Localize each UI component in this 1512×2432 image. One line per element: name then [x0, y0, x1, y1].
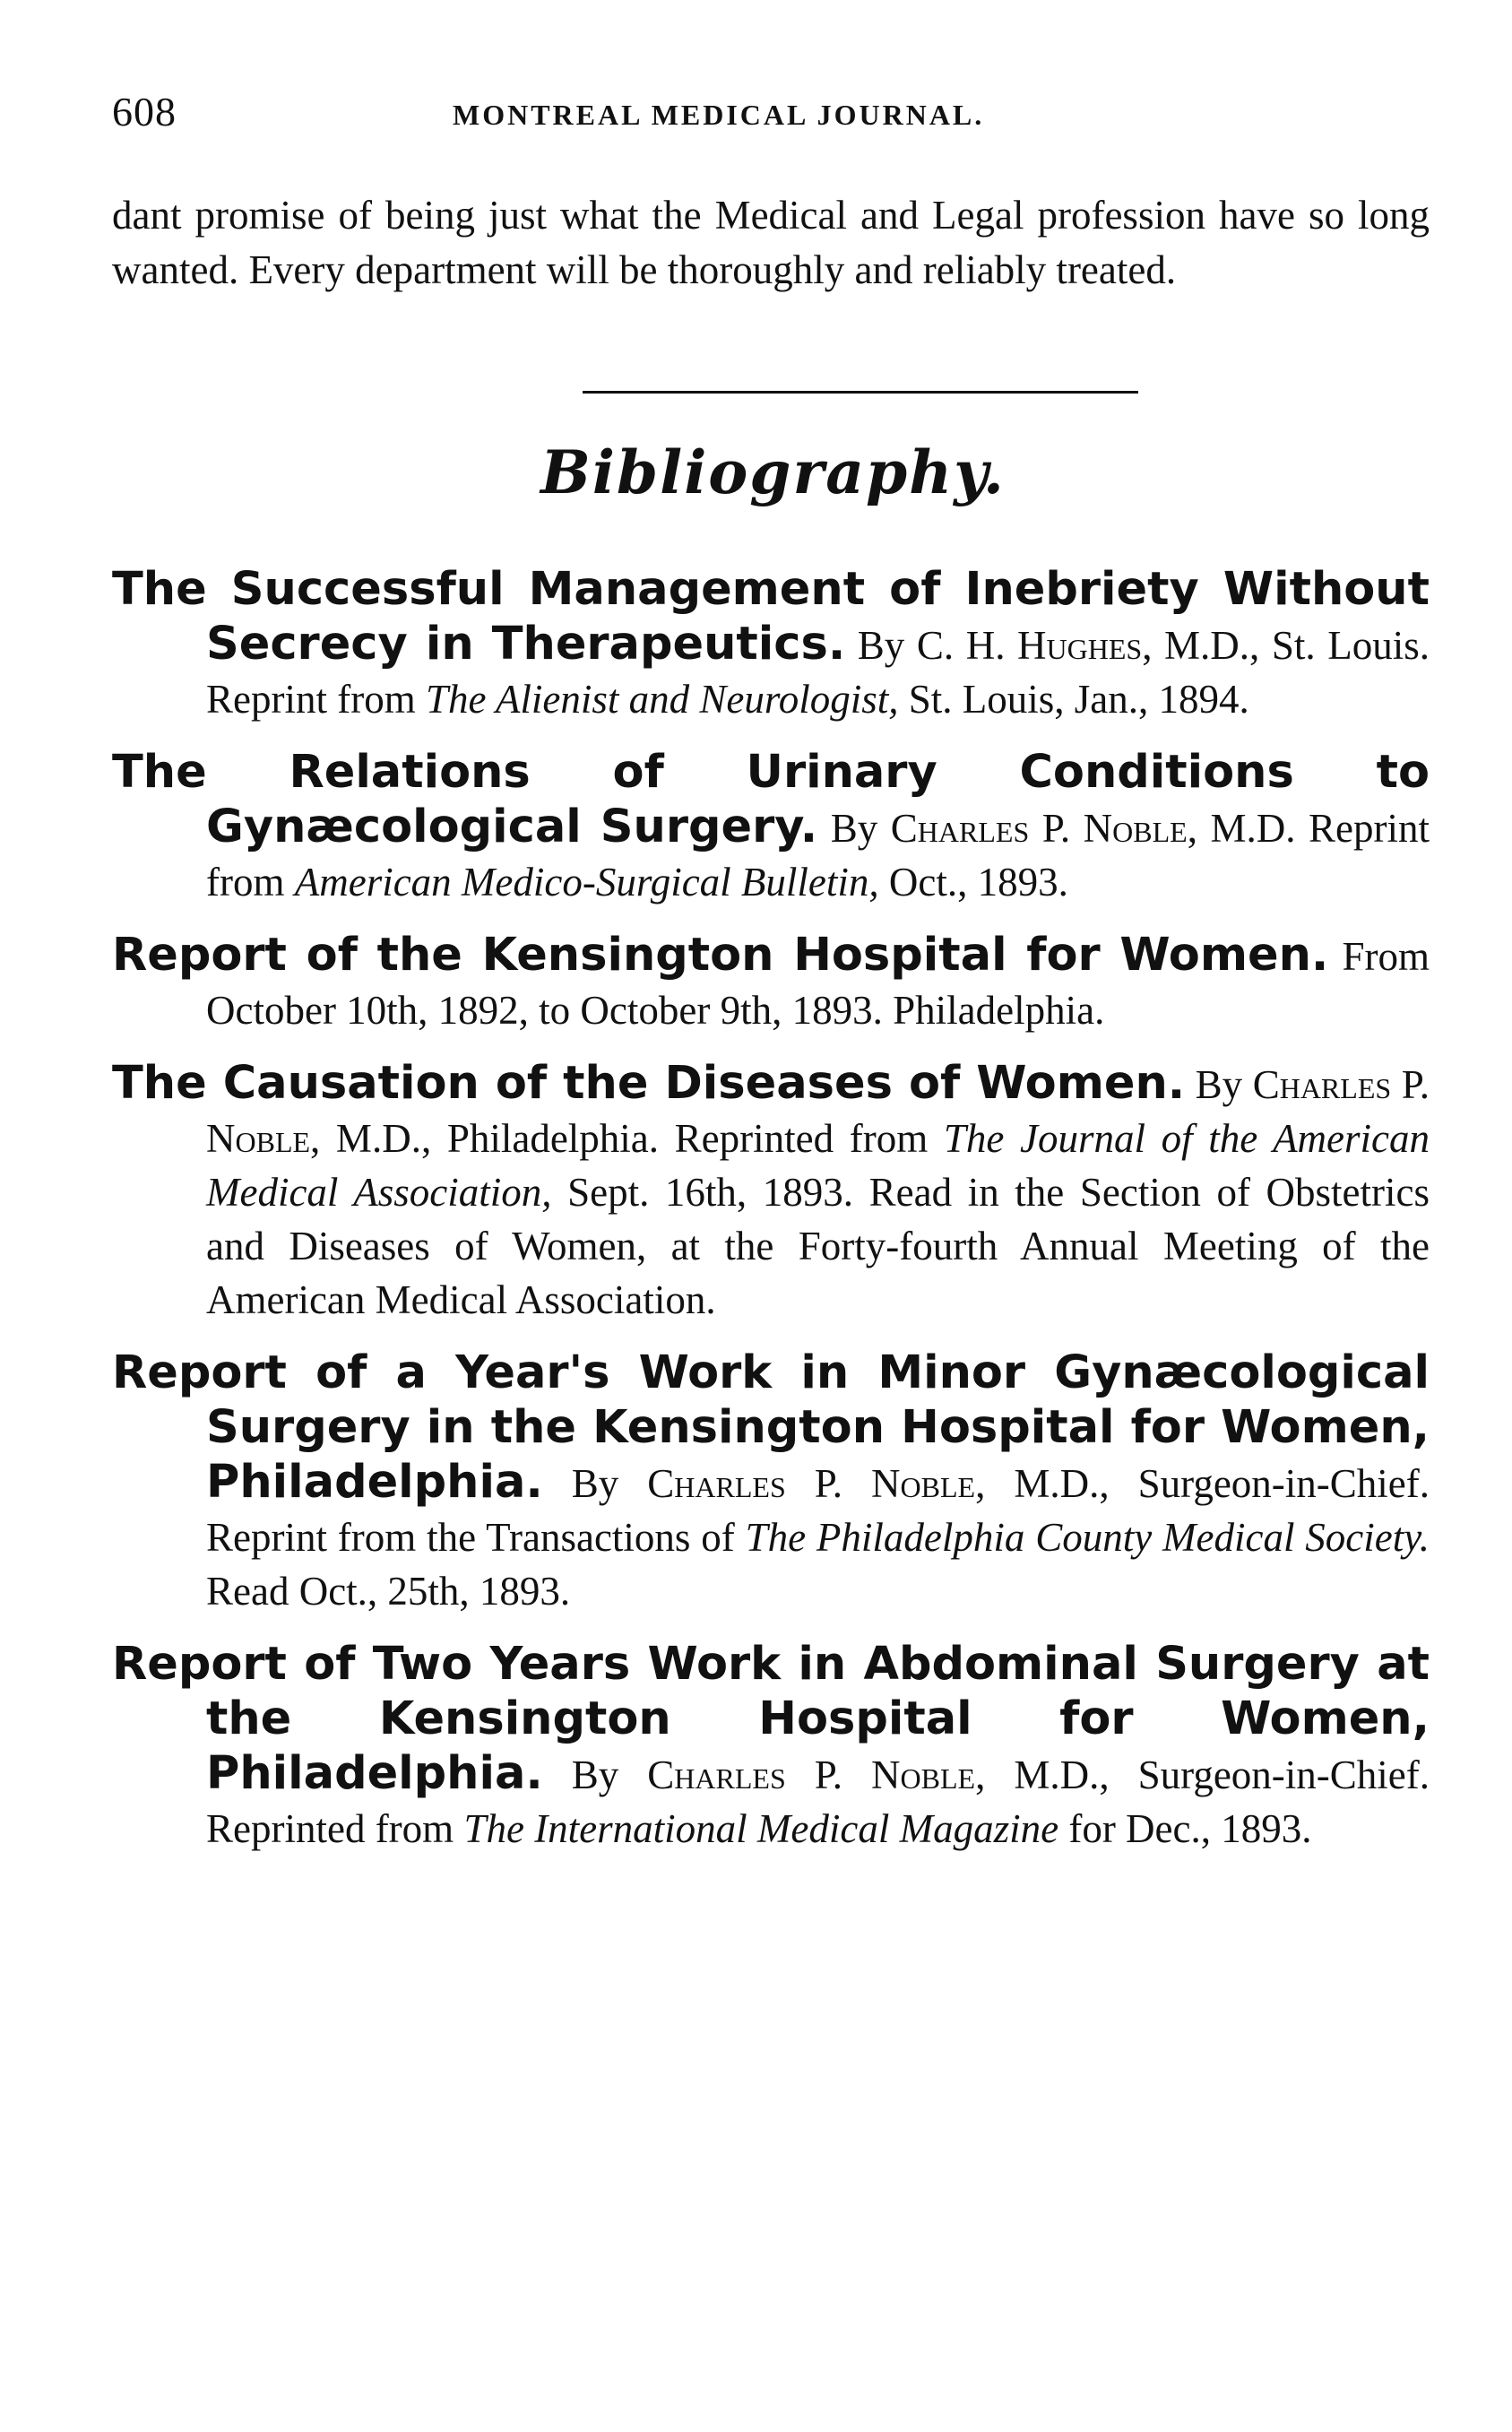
- entry-title: Report of a Year's Work in Minor Gynæcological Surgery in the Kensington Hospital for Women, Philadelphia.: [112, 1346, 1430, 1509]
- carryover-paragraph: dant promise of being just what the Medical and Legal profession have so long wanted. Every department will be thoroughly and reliably treated.: [112, 193, 1430, 292]
- entry-title: Report of Two Years Work in Abdominal Surgery at the Kensington Hospital for Women, Philadelphia.: [112, 1638, 1430, 1800]
- entry-title: Report of the Kensington Hospital for Women.: [112, 929, 1329, 982]
- entry-title: The Successful Management of Inebriety Without Secrecy in Therapeutics.: [112, 563, 1430, 671]
- entry-author-suffix: , M.D., Surgeon-in-Chief. Reprinted from: [206, 1753, 1430, 1851]
- journal-title: MONTREAL MEDICAL JOURNAL.: [453, 99, 985, 131]
- entry-source-work: The Alienist and Neurologist,: [425, 677, 899, 722]
- entry-by: By: [571, 1753, 619, 1797]
- bibliography-entry: [112, 929, 1430, 1037]
- bibliography-entry: [112, 1057, 1430, 1327]
- running-head: [112, 88, 1434, 142]
- entry-author-suffix: , M.D., Surgeon-in-Chief. Reprint from the Transactions of: [206, 1461, 1430, 1560]
- entry-author: C. H. Hughes: [916, 623, 1143, 668]
- entry-tail: St. Louis, Jan., 1894.: [908, 677, 1249, 722]
- section-heading: Bibliography.: [540, 437, 1006, 507]
- entry-tail: From October 10th, 1892, to October 9th, 1893. Philadelphia.: [206, 934, 1430, 1033]
- section-divider: [583, 391, 1138, 394]
- entry-tail: for Dec., 1893.: [1068, 1806, 1312, 1851]
- entry-source-work: The Journal of the American Medical Association,: [206, 1116, 1430, 1215]
- entry-title: The Causation of the Diseases of Women.: [112, 1057, 1186, 1110]
- entry-author: Charles P. Noble: [647, 1461, 976, 1506]
- entry-author-suffix: , M.D., Philadelphia. Reprinted from: [310, 1116, 929, 1161]
- bibliography-entry: [112, 1638, 1430, 1856]
- entry-author-suffix: , M.D., St. Louis. Reprint from: [206, 623, 1430, 722]
- entry-tail: Read Oct., 25th, 1893.: [206, 1569, 571, 1614]
- entry-author: Charles P. Noble: [206, 1062, 1430, 1161]
- entry-by: By: [1195, 1062, 1243, 1107]
- bibliography-entry: [112, 1346, 1430, 1618]
- entry-tail: Oct., 1893.: [888, 860, 1068, 904]
- entry-source-work: The Philadelphia County Medical Society.: [745, 1515, 1430, 1560]
- bibliography-list: [112, 563, 1430, 1875]
- bibliography-entry: [112, 563, 1430, 726]
- entry-by: By: [571, 1461, 619, 1506]
- entry-by: By: [857, 623, 905, 668]
- entry-title: The Relations of Urinary Conditions to Gynæcological Surgery.: [112, 746, 1430, 853]
- entry-source-work: The International Medical Magazine: [463, 1806, 1059, 1851]
- page-number: 608: [112, 89, 177, 134]
- entry-author: Charles P. Noble: [647, 1753, 976, 1797]
- entry-source-work: American Medico-Surgical Bulletin,: [294, 860, 879, 904]
- entry-author-suffix: , M.D. Reprint from: [206, 806, 1430, 904]
- entry-author: Charles P. Noble: [890, 806, 1188, 851]
- entry-tail: Sept. 16th, 1893. Read in the Section of Obstetrics and Diseases of Women, at the Forty-fourth Annual Meeting of the American Medical Association.: [206, 1170, 1430, 1322]
- bibliography-entry: [112, 746, 1430, 909]
- entry-by: By: [830, 806, 878, 851]
